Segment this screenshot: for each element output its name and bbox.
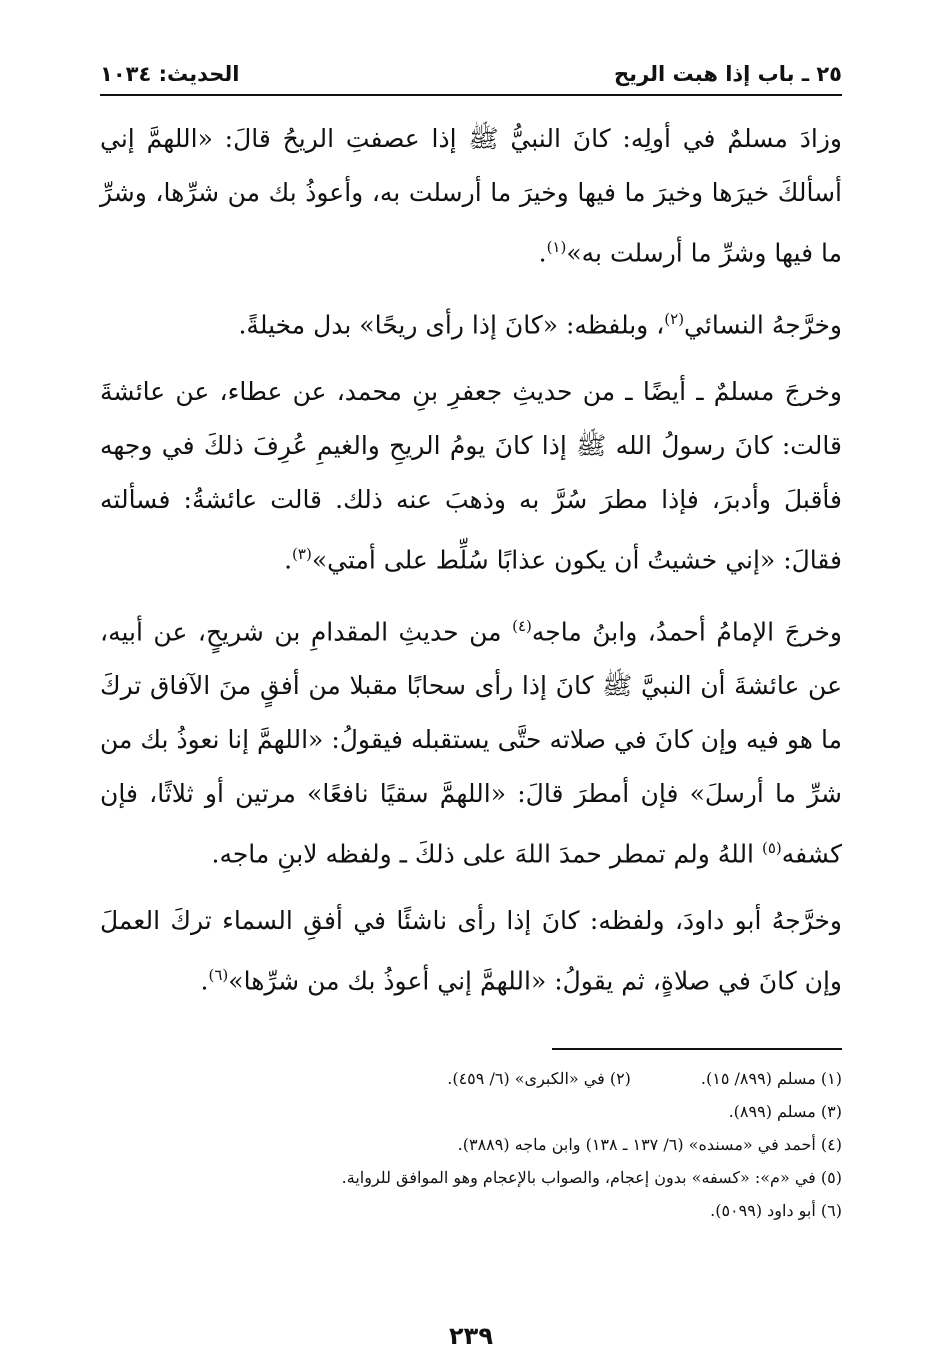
paragraph-5-end: .	[200, 965, 209, 995]
paragraph-1	[100, 112, 842, 280]
footnote-row-1	[100, 1062, 842, 1095]
footnote-ref-5: (٥)	[761, 839, 782, 858]
footnote-5: (٥) في «م»: «كسفه» بدون إعجام، والصواب بالإعجام وهو الموافق للرواية.	[341, 1167, 842, 1187]
paragraph-1-end: .	[538, 238, 547, 268]
footnotes	[100, 1058, 842, 1227]
body-text	[100, 112, 842, 1008]
paragraph-1-text: وزادَ مسلمٌ في أولِه: كانَ النبيُّ ﷺ إذا عصفتِ الريحُ قالَ: «اللهمَّ إني أسألكَ خيرَها وخيرَ ما فيها وخيرَ ما أرسلت به، وأعوذُ بك من شرِّها، وشرِّ ما فيها وشرِّ ما أرسلت به»	[100, 124, 842, 268]
footnote-3: (٣) مسلم (٨٩٩).	[728, 1101, 842, 1121]
paragraph-4	[100, 599, 842, 882]
paragraph-5-text: وخرَّجهُ أبو داودَ، ولفظه: كانَ إذا رأى ناشئًا في أفقِ السماء تركَ العملَ وإن كانَ في صلاةٍ، ثم يقولُ: «اللهمَّ إني أعوذُ بك من شرِّها»	[100, 905, 842, 995]
paragraph-2-text: وخرَّجهُ النسائي	[684, 310, 842, 340]
paragraph-3	[100, 365, 842, 587]
footnote-ref-1: (١)	[546, 238, 567, 256]
paragraph-3-text: وخرجَ مسلمٌ ـ أيضًا ـ من حديثِ جعفرِ بنِ محمد، عن عطاء، عن عائشةَ قالت: كانَ رسولُ الله ﷺ إذا كانَ يومُ الريحِ والغيمِ عُرِفَ ذلكَ في وجهه فأقبلَ وأدبرَ، فإذا مطرَ سُرَّ به وذهبَ عنه ذلك. قالت عائشةُ: فسألته فقالَ: «إني خشيتُ أن يكون عذابًا سُلِّط على أمتي»	[100, 376, 842, 574]
paragraph-3-end: .	[284, 544, 293, 574]
book-page	[100, 50, 842, 1350]
paragraph-4-end: من حديثِ المقدامِ بن شريحٍ، عن أبيه، عن عائشةَ أن النبيَّ ﷺ كانَ إذا رأى سحابًا مقبلا من أفقٍ منَ الآفاق تركَ ما هو فيه وإن كانَ في صلاته حتَّى يستقبله فيقولُ: «اللهمَّ إنا نعوذُ بك من شرِّ ما أرسلَ» فإن أمطرَ قالَ: «اللهمَّ سقيًا نافعًا» مرتين أو ثلاثًا، فإن كشفه	[100, 617, 842, 869]
paragraph-4-tail: اللهُ ولم تمطر حمدَ اللهَ على ذلكَ ـ ولفظه لابنِ ماجه.	[211, 839, 762, 869]
running-header	[100, 50, 842, 96]
chapter-title: ٢٥ ـ باب إذا هبت الريح	[614, 62, 842, 86]
footnote-ref-6: (٦)	[208, 965, 229, 984]
paragraph-4-text: وخرجَ الإمامُ أحمدُ، وابنُ ماجه	[531, 617, 843, 647]
footnote-4: (٤) أحمد في «مسنده» (٦/ ١٣٧ ـ ١٣٨) وابن ماجه (٣٨٨٩).	[457, 1134, 842, 1154]
footnote-ref-4: (٤)	[512, 616, 532, 635]
paragraph-2	[100, 292, 842, 352]
paragraph-5	[100, 894, 842, 1008]
footnote-6: (٦) أبو داود (٥٠٩٩).	[710, 1200, 842, 1220]
footnote-ref-3: (٣)	[292, 544, 312, 563]
footnote-1: (١) مسلم (٨٩٩/ ١٥).	[700, 1068, 842, 1088]
footnote-divider	[552, 1048, 842, 1050]
footnote-ref-2: (٢)	[664, 310, 685, 329]
footnote-2: (٢) في «الكبرى» (٦/ ٤٥٩).	[447, 1068, 631, 1088]
paragraph-2-end: ، وبلفظه: «كانَ إذا رأى ريحًا» بدل مخيلةً.	[238, 310, 665, 340]
hadith-number: الحديث: ١٠٣٤	[100, 62, 240, 86]
page-number: ٢٣٩	[449, 1322, 493, 1350]
